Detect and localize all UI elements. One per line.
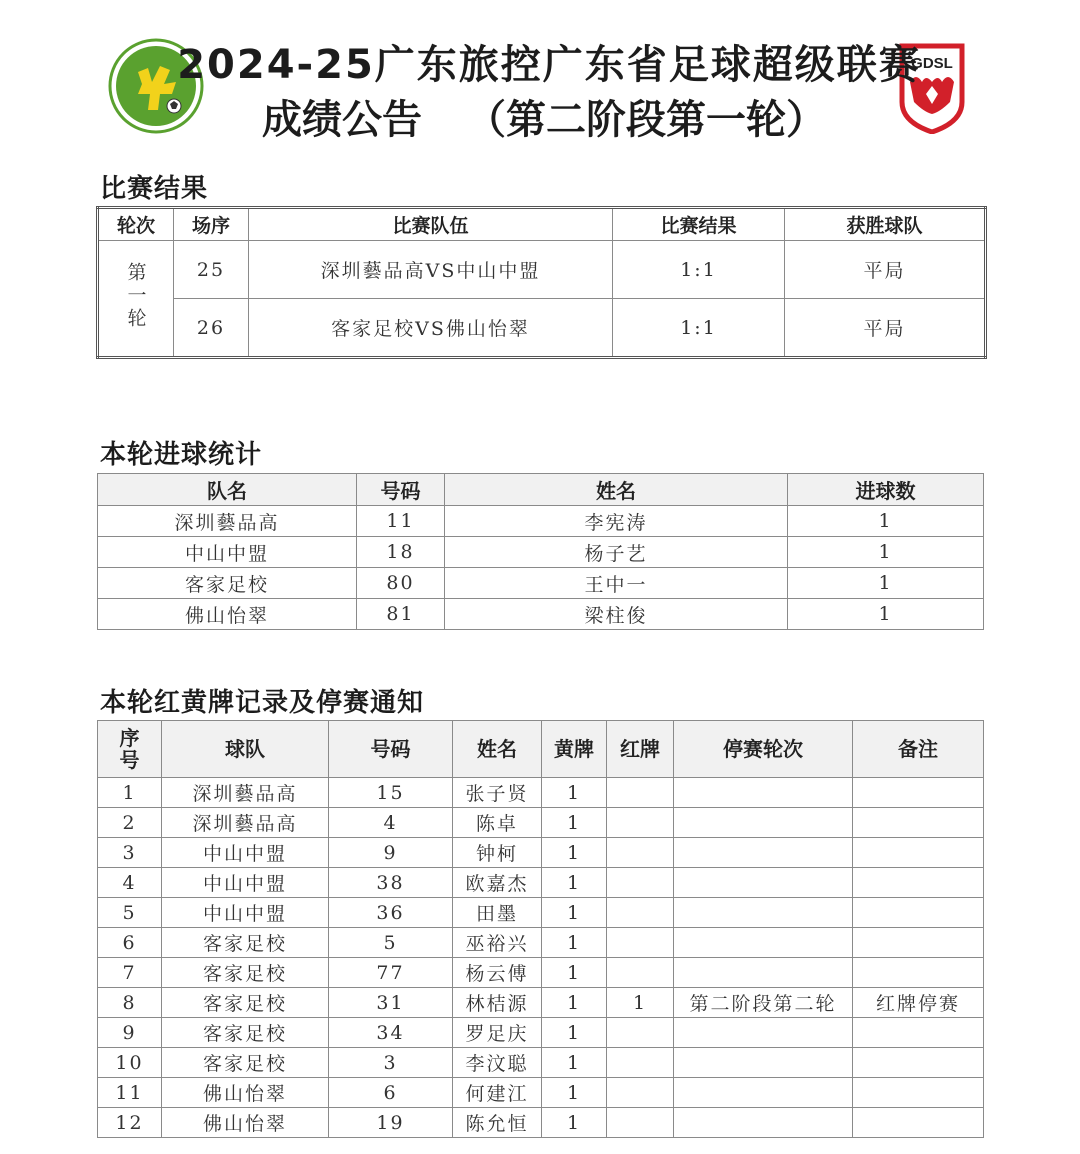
results-table [96, 206, 987, 359]
card-team: 佛山怡翠 [162, 1108, 329, 1138]
red-card-count [607, 928, 674, 958]
red-card-count [607, 778, 674, 808]
card-team: 佛山怡翠 [162, 1078, 329, 1108]
goal-count: 1 [788, 537, 984, 568]
cards-table-body [98, 778, 984, 1138]
card-note: 红牌停赛 [853, 988, 984, 1018]
card-note [853, 778, 984, 808]
goal-count: 1 [788, 568, 984, 599]
red-card-count [607, 838, 674, 868]
table-row [98, 988, 984, 1018]
red-card-count [607, 898, 674, 928]
card-player-name: 林桔源 [453, 988, 542, 1018]
goal-player-number: 11 [357, 506, 445, 537]
goal-count: 1 [788, 599, 984, 630]
header-cell: 队名 [98, 474, 357, 506]
suspension-round [674, 958, 853, 988]
card-player-name: 欧嘉杰 [453, 868, 542, 898]
card-note [853, 868, 984, 898]
card-player-number: 3 [329, 1048, 453, 1078]
red-card-count [607, 958, 674, 988]
goal-player-name: 李宪涛 [445, 506, 788, 537]
card-seq: 2 [98, 808, 162, 838]
card-team: 客家足校 [162, 1048, 329, 1078]
card-player-name: 罗足庆 [453, 1018, 542, 1048]
card-player-name: 陈允恒 [453, 1108, 542, 1138]
card-note [853, 838, 984, 868]
yellow-card-count: 1 [542, 1018, 607, 1048]
round-label: 第一轮 [124, 261, 147, 331]
yellow-card-count: 1 [542, 1078, 607, 1108]
card-note [853, 808, 984, 838]
header-cell: 红牌 [607, 721, 674, 778]
card-team: 深圳藝品高 [162, 808, 329, 838]
page-title: 2024-25广东旅控广东省足球超级联赛 [177, 42, 921, 88]
card-player-name: 杨云傅 [453, 958, 542, 988]
card-player-name: 陈卓 [453, 808, 542, 838]
gdsl-logo-text: GDSL [911, 55, 953, 72]
suspension-round [674, 868, 853, 898]
yellow-card-count: 1 [542, 838, 607, 868]
yellow-card-count: 1 [542, 898, 607, 928]
header-cell: 黄牌 [542, 721, 607, 778]
goals-table-body [98, 506, 984, 630]
yellow-card-count: 1 [542, 808, 607, 838]
card-note [853, 1018, 984, 1048]
goals-table [97, 473, 984, 630]
header-cell: 获胜球队 [785, 208, 986, 241]
suspension-round [674, 1048, 853, 1078]
card-player-name: 何建江 [453, 1078, 542, 1108]
table-header-row [98, 474, 984, 506]
card-player-number: 5 [329, 928, 453, 958]
suspension-round [674, 1078, 853, 1108]
header-cell: 序号 [98, 721, 162, 778]
table-header-row [98, 208, 986, 241]
match-winner: 平局 [785, 241, 986, 299]
table-row [98, 568, 984, 599]
card-team: 中山中盟 [162, 868, 329, 898]
card-player-name: 李汶聪 [453, 1048, 542, 1078]
card-team: 中山中盟 [162, 838, 329, 868]
red-card-count [607, 1048, 674, 1078]
suspension-round: 第二阶段第二轮 [674, 988, 853, 1018]
round-cell [98, 241, 174, 358]
subtitle-stage: （第二阶段第一轮） [466, 97, 826, 143]
subtitle-main: 成绩公告 [262, 97, 422, 143]
red-card-count [607, 1108, 674, 1138]
suspension-round [674, 778, 853, 808]
card-note [853, 898, 984, 928]
goals-section-title: 本轮进球统计 [100, 440, 263, 470]
card-seq: 3 [98, 838, 162, 868]
card-note [853, 1108, 984, 1138]
header-cell: 场序 [174, 208, 249, 241]
table-row [98, 928, 984, 958]
table-row [98, 1108, 984, 1138]
card-seq: 7 [98, 958, 162, 988]
card-seq: 5 [98, 898, 162, 928]
header-cell: 姓名 [453, 721, 542, 778]
header-cell: 轮次 [98, 208, 174, 241]
results-section-title: 比赛结果 [100, 174, 209, 204]
suspension-round [674, 898, 853, 928]
goal-player-name: 杨子艺 [445, 537, 788, 568]
card-team: 客家足校 [162, 958, 329, 988]
goal-player-name: 王中一 [445, 568, 788, 599]
card-player-number: 15 [329, 778, 453, 808]
match-no: 26 [174, 299, 249, 358]
header-cell: 姓名 [445, 474, 788, 506]
header-cell: 号码 [329, 721, 453, 778]
red-card-count [607, 868, 674, 898]
goal-team: 中山中盟 [98, 537, 357, 568]
card-player-number: 9 [329, 838, 453, 868]
card-seq: 10 [98, 1048, 162, 1078]
match-teams: 客家足校VS佛山怡翠 [249, 299, 613, 358]
card-team: 客家足校 [162, 1018, 329, 1048]
card-player-number: 31 [329, 988, 453, 1018]
card-seq: 8 [98, 988, 162, 1018]
card-seq: 4 [98, 868, 162, 898]
table-row [98, 778, 984, 808]
table-row [98, 958, 984, 988]
yellow-card-count: 1 [542, 778, 607, 808]
card-player-number: 6 [329, 1078, 453, 1108]
match-score: 1:1 [613, 241, 785, 299]
red-card-count [607, 1078, 674, 1108]
yellow-card-count: 1 [542, 958, 607, 988]
card-seq: 12 [98, 1108, 162, 1138]
table-row [98, 241, 986, 299]
table-row [98, 1018, 984, 1048]
card-team: 中山中盟 [162, 898, 329, 928]
header-cell: 比赛结果 [613, 208, 785, 241]
card-note [853, 958, 984, 988]
table-header-row [98, 721, 984, 778]
suspension-round [674, 928, 853, 958]
header-cell: 球队 [162, 721, 329, 778]
match-winner: 平局 [785, 299, 986, 358]
suspension-round [674, 1108, 853, 1138]
suspension-round [674, 808, 853, 838]
yellow-card-count: 1 [542, 928, 607, 958]
card-player-number: 34 [329, 1018, 453, 1048]
card-player-number: 38 [329, 868, 453, 898]
goal-team: 客家足校 [98, 568, 357, 599]
card-seq: 1 [98, 778, 162, 808]
goal-player-number: 81 [357, 599, 445, 630]
table-row [98, 506, 984, 537]
card-player-name: 巫裕兴 [453, 928, 542, 958]
match-no: 25 [174, 241, 249, 299]
header-cell: 停赛轮次 [674, 721, 853, 778]
table-row [98, 299, 986, 358]
card-note [853, 1078, 984, 1108]
card-note [853, 928, 984, 958]
card-player-name: 钟柯 [453, 838, 542, 868]
goal-team: 深圳藝品高 [98, 506, 357, 537]
card-team: 客家足校 [162, 928, 329, 958]
table-row [98, 838, 984, 868]
cards-table [97, 720, 984, 1138]
card-player-number: 19 [329, 1108, 453, 1138]
cards-section-title: 本轮红黄牌记录及停赛通知 [100, 688, 425, 718]
goal-player-number: 18 [357, 537, 445, 568]
match-teams: 深圳藝品高VS中山中盟 [249, 241, 613, 299]
yellow-card-count: 1 [542, 1048, 607, 1078]
card-player-number: 36 [329, 898, 453, 928]
red-card-count [607, 808, 674, 838]
card-team: 深圳藝品高 [162, 778, 329, 808]
card-player-number: 77 [329, 958, 453, 988]
table-row [98, 808, 984, 838]
card-team: 客家足校 [162, 988, 329, 1018]
table-row [98, 868, 984, 898]
card-player-name: 田墨 [453, 898, 542, 928]
header-cell: 比赛队伍 [249, 208, 613, 241]
header-cell: 进球数 [788, 474, 984, 506]
card-player-number: 4 [329, 808, 453, 838]
suspension-round [674, 1018, 853, 1048]
table-row [98, 599, 984, 630]
table-row [98, 1078, 984, 1108]
yellow-card-count: 1 [542, 868, 607, 898]
red-card-count [607, 1018, 674, 1048]
page-subtitle [262, 88, 826, 145]
table-row [98, 898, 984, 928]
yellow-card-count: 1 [542, 1108, 607, 1138]
goal-player-number: 80 [357, 568, 445, 599]
goal-player-name: 梁柱俊 [445, 599, 788, 630]
table-row [98, 1048, 984, 1078]
goal-count: 1 [788, 506, 984, 537]
match-score: 1:1 [613, 299, 785, 358]
red-card-count: 1 [607, 988, 674, 1018]
card-note [853, 1048, 984, 1078]
card-seq: 11 [98, 1078, 162, 1108]
suspension-round [674, 838, 853, 868]
header-cell: 号码 [357, 474, 445, 506]
header-cell: 备注 [853, 721, 984, 778]
goal-team: 佛山怡翠 [98, 599, 357, 630]
card-seq: 9 [98, 1018, 162, 1048]
card-player-name: 张子贤 [453, 778, 542, 808]
yellow-card-count: 1 [542, 988, 607, 1018]
card-seq: 6 [98, 928, 162, 958]
table-row [98, 537, 984, 568]
